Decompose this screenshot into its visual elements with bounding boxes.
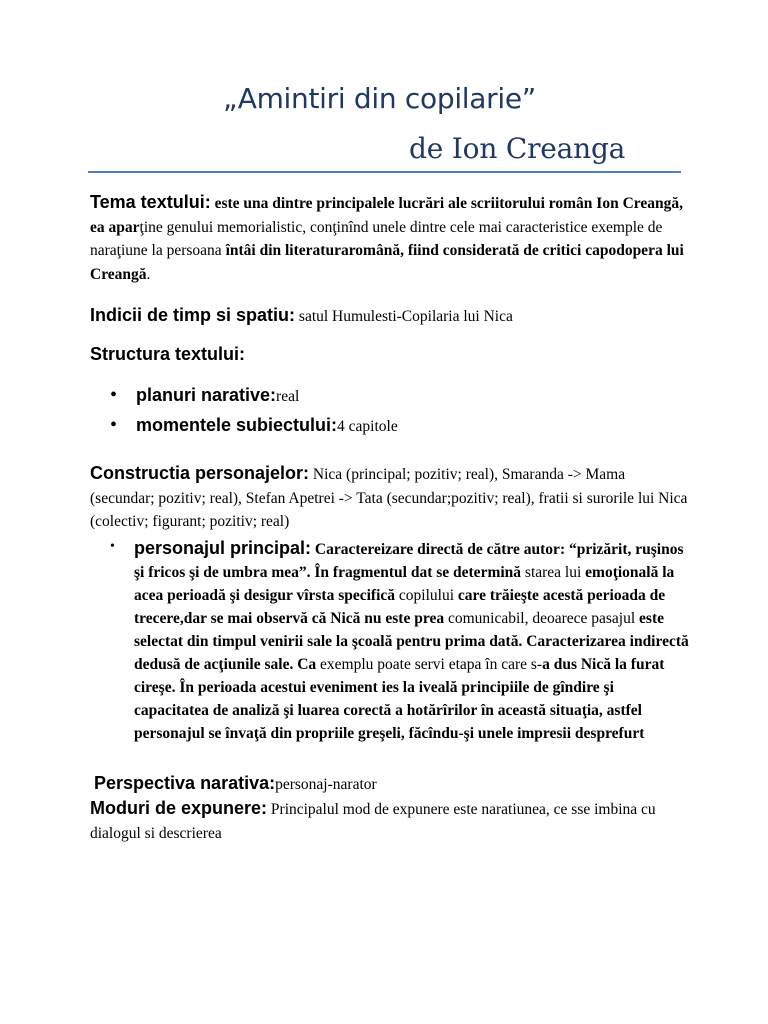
tema-text-3: întâi din literaturaromână, fiind considerată de critici capodopera lui Creangă: [90, 242, 684, 283]
structura-heading: [90, 343, 690, 368]
tema-paragraph: [90, 191, 690, 286]
indicii-label: Indicii de timp si spatiu:: [90, 305, 296, 325]
moduri-paragraph: [90, 797, 690, 845]
title-divider: [88, 171, 681, 173]
list-item-label: planuri narative:: [136, 385, 277, 405]
principal-text-1: Caractereizare directă de către autor: [311, 541, 560, 558]
principal-text-7: comunicabil, deoarece pasajul: [444, 610, 640, 627]
principal-label: personajul principal:: [134, 538, 312, 558]
list-item-value: 4 capitole: [337, 418, 398, 435]
list-item: [110, 383, 398, 413]
indicii-value: satul Humulesti-Copilaria lui Nica: [295, 308, 513, 325]
tema-text-4: .: [146, 265, 151, 283]
bullet-dot: •: [110, 539, 115, 554]
principal-text-10: a dus Nică la furat cireşe. În perioada acestui eveniment ies la iveală principiile de gîndire şi capacitatea de analiză şi luarea corectă a hotărîrilor în această situaţia, astfel personajul se învaţă din propriile greşeli, făcîndu-şi unele impresii desprefurt: [134, 656, 665, 742]
list-item-label: momentele subiectului:: [136, 415, 338, 435]
tema-text-2: ţine genului memorialistic, conţinînd unele dintre cele mai caracteristice exemple de naraţiune la persoana: [90, 218, 663, 259]
principal-text: [134, 537, 690, 745]
principal-text-6: care trăieşte acestă perioada de trecere,dar se mai observă că Nică nu este prea: [134, 587, 666, 627]
perspectiva-value: personaj-narator: [275, 776, 377, 793]
constructia-paragraph: [90, 462, 690, 534]
title-line-1: „Amintiri din copilarie”: [223, 82, 536, 115]
principal-text-9: exemplu poate servi etapa în care s-: [316, 656, 543, 673]
perspectiva-paragraph: [94, 772, 694, 797]
list-item-value: real: [276, 388, 300, 405]
constructia-label: Constructia personajelor:: [90, 463, 310, 483]
tema-text-1: este una dintre principalele lucrări ale scriitorului român Ion Creangă, ea apar: [90, 195, 683, 236]
principal-text-8: este selectat din timpul venirii sale la şcoală pentru prima dată. Caracterizarea indirectă dedusă de acţiunile sale. Ca: [134, 610, 689, 673]
perspectiva-label: Perspectiva narativa:: [94, 773, 276, 793]
principal-text-5: copilului: [398, 587, 458, 604]
moduri-label: Moduri de expunere:: [90, 798, 268, 818]
structura-list: [110, 383, 398, 443]
principal-text-4: emoţională la acea perioadă şi desigur vîrsta specifică: [134, 564, 675, 604]
indicii-paragraph: [90, 304, 690, 329]
principal-text-2: : “prizărit, ruşinos şi fricos şi de umbra mea”. În fragmentul dat se determină: [134, 541, 684, 581]
tema-label: Tema textului:: [90, 192, 211, 212]
moduri-value: Principalul mod de expunere este naratiunea, ce sse imbina cu dialogul si descrierea: [90, 801, 656, 842]
list-item: [110, 413, 398, 443]
structura-label: Structura textului:: [90, 344, 246, 364]
title-line-2: de Ion Creanga: [409, 132, 626, 165]
constructia-value: Nica (principal; pozitiv; real), Smaranda -> Mama (secundar; pozitiv; real), Stefan Apetrei -> Tata (secundar;pozitiv; real), fratii si surorile lui Nica (colectiv; figurant; pozitiv; real): [90, 466, 688, 530]
principal-text-3: starea lui: [521, 564, 586, 581]
